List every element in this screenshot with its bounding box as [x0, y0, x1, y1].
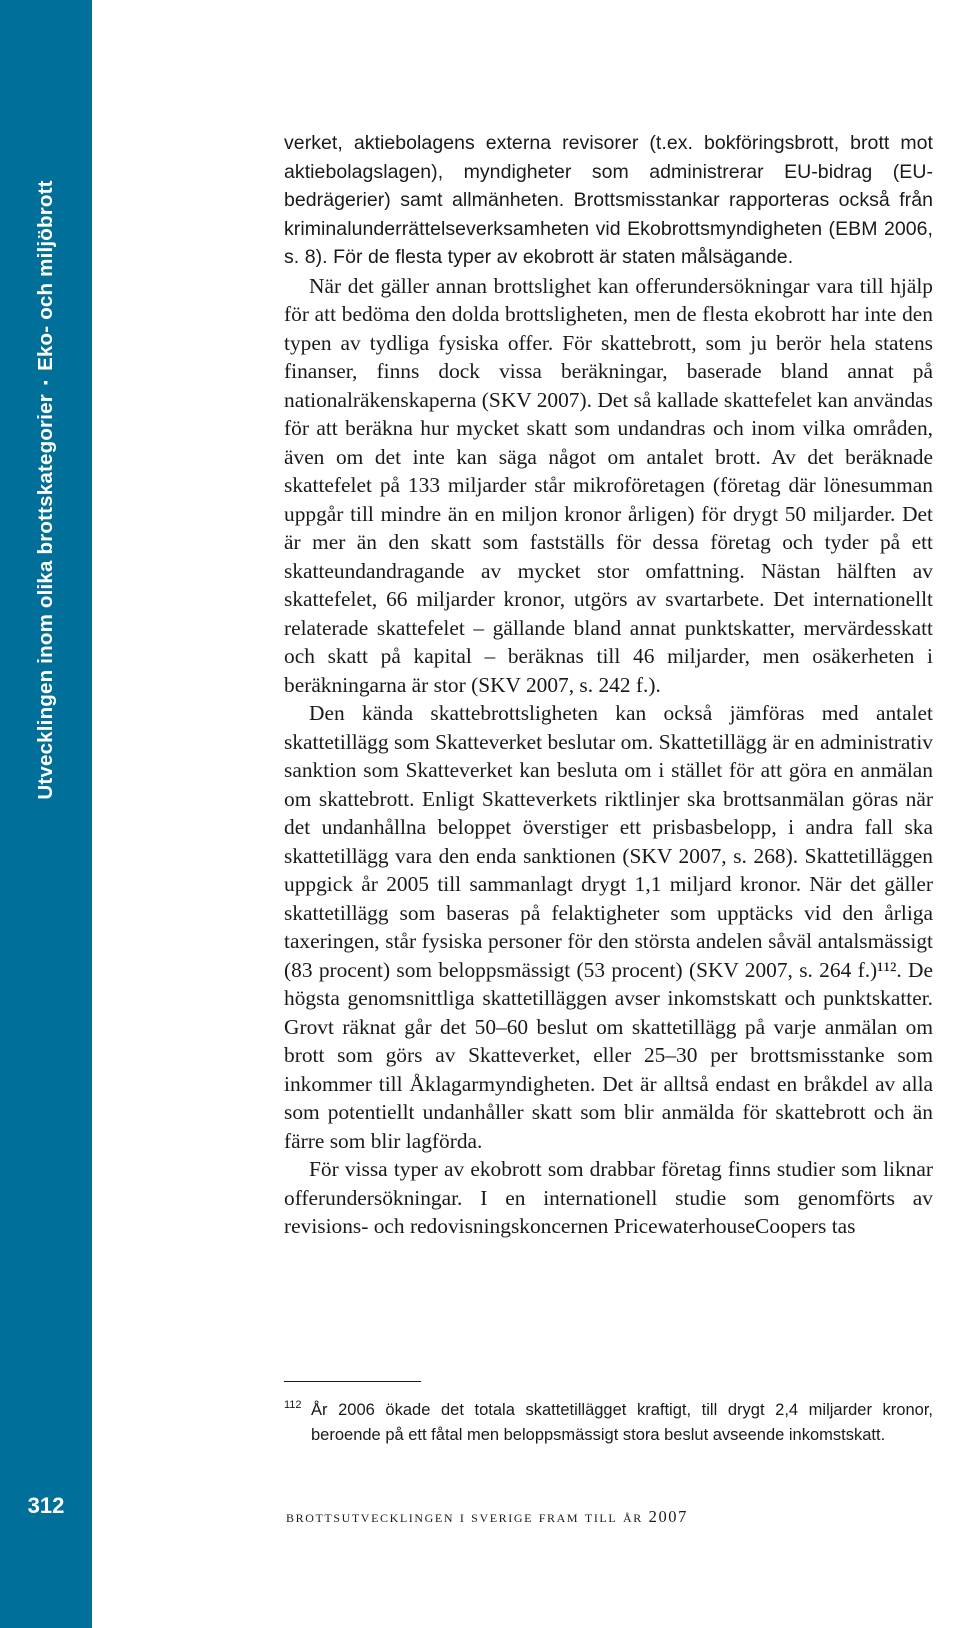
running-footer-year: 2007: [648, 1507, 689, 1526]
paragraph-2: När det gäller annan brottslighet kan offerundersökningar vara till hjälp för att bedöma den dolda brottsligheten, men de flesta ekobrott har inte den typen av tydliga fysiska offer. För skattebrott, som ju berör hela statens finanser, finns dock vissa beräkningar, baserade bland annat på nationalräkenskaperna (SKV 2007). Det så kallade skattefelet kan användas för att beräkna hur mycket skatt som undandras och inom vilka områden, även om det inte kan säga något om antalet brott. Av det beräknade skattefelet på 133 miljarder står mikroföretagen (företag där lönesumman uppgår till mindre än en miljon kronor årligen) för drygt 50 miljarder. Det är mer än den skatt som fastställs för dessa företag och tyder på ett skatteundandragande av mycket stor omfattning. Nästan hälften av skattefelet, 66 miljarder kronor, utgörs av svartarbete. Det internationellt relaterade skattefelet – gällande bland annat punktskatter, mervärdesskatt och skatt på kapital – beräknas till 46 miljarder, men osäkerheten i beräkningarna är stor (SKV 2007, s. 242 f.).: [284, 273, 933, 697]
title-separator: ▪: [37, 379, 53, 386]
footnote: [284, 1398, 933, 1448]
chapter-running-title: [34, 180, 58, 799]
paragraph-1: verket, aktiebolagens externa revisorer (t.ex. bokföringsbrott, brott mot aktiebolagslagen), myndigheter som administrerar EU-bidrag (EU-bedrägerier) samt allmänheten. Brottsmisstankar rapporteras också från kriminalunderrättelseverksamheten vid Ekobrottsmyndigheten (EBM 2006, s. 8). För de flesta typer av ekobrott är staten målsägande.: [284, 132, 933, 268]
sidebar-band: [0, 0, 92, 1628]
footnote-text: År 2006 ökade det totala skattetillägget kraftigt, till drygt 2,4 miljarder kronor, beroende på ett fåtal men beloppsmässigt stora beslut avseende inkomstskatt.: [311, 1401, 933, 1444]
section-title: Eko- och miljöbrott: [34, 180, 57, 371]
paragraph-3: Den kända skattebrottsligheten kan också jämföras med antalet skattetillägg som Skatteverket beslutar om. Skattetillägg är en administrativ sanktion som Skatteverket kan besluta om i stället för att göra en anmälan om skattebrott. Enligt Skatteverkets riktlinjer ska brottsanmälan göras när det undanhållna beloppet överstiger ett prisbasbelopp, i andra fall ska skattetillägg vara den enda sanktionen (SKV 2007, s. 268). Skattetilläggen uppgick år 2005 till sammanlagt drygt 1,1 miljard kronor. När det gäller skattetillägg som baseras på felaktigheter som upptäcks vid den årliga taxeringen, står fysiska personer för den största andelen såväl antalsmässigt (83 procent) som beloppsmässigt (53 procent) (SKV 2007, s. 264 f.)¹¹². De högsta genomsnittliga skattetilläggen avser inkomstskatt och punktskatter. Grovt räknat går det 50–60 beslut om skattetillägg på varje anmälan om brott som görs av Skatteverket, eller 25–30 per brottsmisstanke som inkommer till Åklagarmyndigheten. Det är alltså endast en bråkdel av alla som potentiellt undanhåller skatt som blir anmälda för skattebrott och än färre som blir lagförda.: [284, 701, 933, 1153]
running-footer-title: brottsutvecklingen i sverige fram till år: [286, 1507, 649, 1526]
body-text: [284, 129, 933, 1241]
footnote-divider: [284, 1381, 421, 1382]
page-number: 312: [27, 1493, 65, 1518]
paragraph-4: För vissa typer av ekobrott som drabbar företag finns studier som liknar offerundersökningar. I en internationell studie som genomförts av revisions- och redovisningskoncernen PricewaterhouseCoopers tas: [284, 1157, 933, 1238]
chapter-title: Utvecklingen inom olika brottskategorier: [34, 394, 57, 800]
footnote-marker: 112: [284, 1399, 302, 1411]
running-footer: [286, 1507, 688, 1527]
